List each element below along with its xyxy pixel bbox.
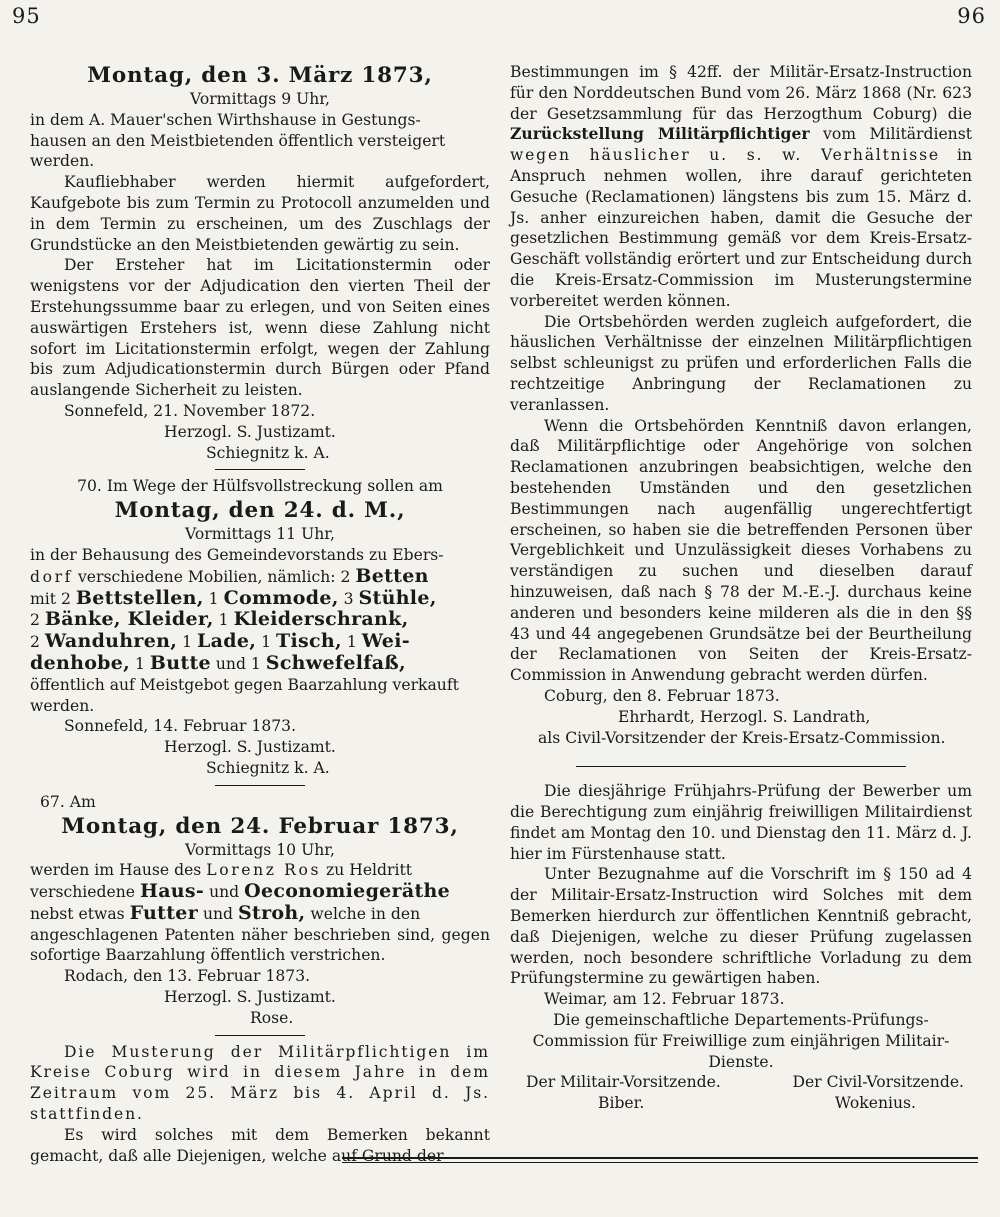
notice-paragraph: Es wird solches mit dem Bemerken bekannt gemacht, daß alle Diejenigen, welche auf Grund der xyxy=(30,1125,490,1165)
right-column xyxy=(510,62,972,1114)
text-run: welche in den xyxy=(305,904,421,923)
notice-time: Vormittags 10 Uhr, xyxy=(185,840,335,859)
notice-auction-march-3 xyxy=(30,62,490,463)
text-run: und xyxy=(204,883,245,902)
text-run: und 1 xyxy=(210,654,266,673)
text-run: mit 2 xyxy=(30,589,76,608)
item-oeconomiegeraethe: Oeconomiegeräthe xyxy=(244,880,451,903)
notice-70-mobilien xyxy=(30,476,490,778)
item-tisch: Tisch, xyxy=(276,630,342,653)
page-number-right: 96 xyxy=(957,4,986,28)
text-run: zu Heldritt xyxy=(321,861,413,880)
item-stroh: Stroh, xyxy=(237,901,306,924)
notice-heading: Montag, den 3. März 1873, xyxy=(87,63,433,88)
commission-name: Die gemeinschaftliche Departements-Prüfungs-Commission für Freiwillige zum einjährigen Militair-Dienste. xyxy=(532,1011,950,1071)
place-name: dorf xyxy=(30,567,73,586)
authority: Herzogl. S. Justizamt. xyxy=(164,988,336,1007)
item-kleider: Kleider, xyxy=(120,608,214,631)
signer: Ehrhardt, Herzogl. S. Landrath, xyxy=(618,707,871,726)
item-wanduhren: Wanduhren, xyxy=(44,630,178,653)
name-civil: Wokenius. xyxy=(834,1094,916,1113)
item-baenke: Bänke, xyxy=(44,608,121,631)
item-kleiderschrank: Kleiderschrank, xyxy=(233,608,409,631)
person-name: Lorenz Ros xyxy=(206,861,322,880)
text-run: 1 xyxy=(341,633,362,652)
notice-paragraph: Wenn die Ortsbehörden Kenntniß davon erlangen, daß Militärpflichtige oder Angehörige von solchen Reclamationen anzubringen beabsichtigen, welche den bestehenden Umständen und den gesetzlichen Bestimmungen nach augenfällig ungerechtfertigt erscheinen, so haben sie die betreffenden Personen über Vergeblichkeit und Unzulässigkeit dieses Vorhabens zu verständigen zu suchen und dieselben darauf hinzuweisen, daß nach § 78 der M.-E.-J. durchaus keine anderen und besonders keine milderen als die in den §§ 43 und 44 angegebenen Grundsätze bei der Beurtheilung der Reclamationen von Seiten der Kreis-Ersatz-Commission in Anwendung gebracht werden dürfen. xyxy=(510,416,972,685)
place-date: Coburg, den 8. Februar 1873. xyxy=(544,686,780,705)
text-run: verschiedene Mobilien, nämlich: 2 xyxy=(73,567,356,586)
text-run: nebst etwas xyxy=(30,904,130,923)
notice-time: Vormittags 9 Uhr, xyxy=(190,90,330,108)
text-run: werden im Hause des xyxy=(30,861,207,880)
text-run: Bestimmungen im § 42ff. der Militär-Ersatz-Instruction für den Norddeutschen Bund vom 26. März 1868 (Nr. 623 der Gesetzsammlung für das Herzogthum Coburg) die xyxy=(510,63,972,123)
place-date: Sonnefeld, 14. Februar 1873. xyxy=(64,717,297,736)
notice-paragraph: Der Ersteher hat im Licitationstermin oder wenigstens vor der Adjudication den vierten Theil der Erstehungssumme baar zu erlegen, und von Seiten eines auswärtigen Erstehers ist, wenn diese Zahlung nicht sofort im Licitationstermin erfolgt, wegen der Zahlung bis zum Adjudicationstermin durch Bürgen oder Pfand auslangende Sicherheit zu leisten. xyxy=(30,256,490,400)
text-run: 2 xyxy=(30,633,45,652)
left-column xyxy=(30,62,490,1166)
item-futter: Futter xyxy=(129,901,198,924)
notice-paragraph xyxy=(510,62,972,312)
item-commode: Commode, xyxy=(223,586,339,609)
text-run: in Anspruch nehmen wollen, ihre darauf gerichteten Gesuche (Reclamationen) längstens bis zum 15. März d. Js. anher einzureichen haben, damit die Gesuche der gesetzlichen Bestimmung gemäß vor dem Kreis-Ersatz-Geschäft vollständig erörtert und zur Entscheidung durch die Kreis-Ersatz-Commission im Musterungstermine vorbereitet werden können. xyxy=(510,146,972,310)
notice-line: hausen an den Meistbietenden öffentlich versteigert xyxy=(30,131,446,150)
notice-intro: 67. Am xyxy=(40,792,96,811)
chair-civil: Der Civil-Vorsitzende. xyxy=(792,1073,964,1092)
item-bettstellen: Bettstellen, xyxy=(75,586,204,609)
emphasis-zurueckstellung: Zurückstellung Militärpflichtiger xyxy=(510,124,810,144)
notice-paragraph: Die diesjährige Frühjahrs-Prüfung der Bewerber um die Berechtigung zum einjährig freiwilligen Militairdienst findet am Montag den 10. und Dienstag den 11. März d. J. hier im Fürstenhause statt. xyxy=(510,782,972,863)
section-divider xyxy=(576,766,906,767)
notice-line: öffentlich auf Meistgebot gegen Baarzahlung verkauft xyxy=(30,675,459,694)
text-run: 1 xyxy=(213,611,234,630)
notice-line xyxy=(30,653,490,675)
item-lade: Lade, xyxy=(197,630,257,653)
notice-line xyxy=(30,881,490,903)
place-date: Sonnefeld, 21. November 1872. xyxy=(64,401,316,420)
signer: Rose. xyxy=(250,1008,294,1027)
text-run: und xyxy=(198,904,238,923)
text-run: verschiedene xyxy=(30,883,140,902)
notice-line xyxy=(30,609,490,631)
item-stuehle: Stühle, xyxy=(358,586,437,609)
text-run: vom Militärdienst xyxy=(809,125,972,144)
notice-line: werden. xyxy=(30,696,95,715)
notice-heading: Montag, den 24. d. M., xyxy=(114,498,406,524)
notice-paragraph: angeschlagenen Patenten näher beschrieben sind, gegen sofortige Baarzahlung öffentlich verstrichen. xyxy=(30,925,490,965)
page-number-left: 95 xyxy=(12,4,41,28)
item-schwefelfass: Schwefelfaß, xyxy=(265,651,406,674)
notice-musterung-continued xyxy=(510,62,972,748)
text-run: 3 xyxy=(338,589,359,608)
section-divider xyxy=(215,785,305,786)
names-row xyxy=(510,1093,972,1114)
text-run: 1 xyxy=(130,654,150,673)
notice-line: in der Behausung des Gemeindevorstands zu Ebers- xyxy=(30,545,444,564)
text-run: 1 xyxy=(177,633,197,652)
notice-intro: 70. Im Wege der Hülfsvollstreckung sollen am xyxy=(77,477,443,496)
section-divider xyxy=(215,1035,305,1036)
item-butte: Butte xyxy=(149,651,211,674)
page-end-rule xyxy=(342,1157,978,1163)
text-run: 2 xyxy=(30,611,45,630)
text-run: 1 xyxy=(256,633,277,652)
notice-paragraph: Kaufliebhaber werden hiermit aufgefordert, Kaufgebote bis zum Termin zu Protocoll anzumelden und in dem Termin zu erscheinen, um des Zuschlags der Grundstücke an den Meistbietenden gewärtig zu sein. xyxy=(30,173,490,254)
chairs-row xyxy=(510,1072,972,1093)
authority: Herzogl. S. Justizamt. xyxy=(164,422,336,441)
text-run: 1 xyxy=(203,589,224,608)
notice-time: Vormittags 11 Uhr, xyxy=(185,525,335,544)
notice-paragraph: Unter Bezugnahme auf die Vorschrift im § 150 ad 4 der Militair-Ersatz-Instruction wird Solches mit dem Bemerken hierdurch zur öffentlichen Kenntniß gebracht, daß Diejenigen, welche zu dieser Prüfung zugelassen werden, noch besondere schriftliche Vorladung zu dem Prüfungstermine zu gewärtigen haben. xyxy=(510,865,972,988)
notice-musterung xyxy=(30,1042,490,1167)
item-weidenhobe: Wei- xyxy=(361,630,410,653)
item-betten: Betten xyxy=(355,564,429,587)
emphasis-spaced: wegen häuslicher u. s. w. Verhältnisse xyxy=(510,146,940,165)
place-date: Rodach, den 13. Februar 1873. xyxy=(64,967,311,986)
notice-line xyxy=(30,566,490,588)
signer: Schiegnitz k. A. xyxy=(206,443,330,462)
notice-line xyxy=(30,588,490,610)
notice-spaced-paragraph: Die Musterung der Militärpflichtigen im Kreise Coburg wird in diesem Jahre in dem Zeitraum vom 25. März bis 4. April d. Js. stattfinden. xyxy=(30,1042,490,1124)
notice-line xyxy=(30,631,490,653)
notice-line: werden. xyxy=(30,152,95,171)
notice-line: in dem A. Mauer'schen Wirthshause in Gestungs- xyxy=(30,110,421,129)
section-divider xyxy=(215,469,305,470)
notice-paragraph: Die Ortsbehörden werden zugleich aufgefordert, die häuslichen Verhältnisse der einzelnen Militärpflichtigen selbst schleunigst zu prüfen und erforderlichen Falls die rechtzeitige Anbringung der Reclamationen zu veranlassen. xyxy=(510,312,972,414)
notice-heading: Montag, den 24. Februar 1873, xyxy=(61,813,459,839)
chair-military: Der Militair-Vorsitzende. xyxy=(526,1073,721,1092)
place-date: Weimar, am 12. Februar 1873. xyxy=(544,990,785,1009)
item-haus: Haus- xyxy=(139,880,205,903)
notice-67-oeconomie xyxy=(30,792,490,1029)
notice-line xyxy=(30,860,490,881)
item-weidenhobe-cont: denhobe, xyxy=(30,651,131,674)
signer-role: als Civil-Vorsitzender der Kreis-Ersatz-Commission. xyxy=(538,728,946,747)
name-military: Biber. xyxy=(598,1094,645,1113)
notice-line xyxy=(30,903,490,925)
authority: Herzogl. S. Justizamt. xyxy=(164,738,336,757)
signer: Schiegnitz k. A. xyxy=(206,758,330,777)
notice-pruefung xyxy=(510,781,972,1114)
